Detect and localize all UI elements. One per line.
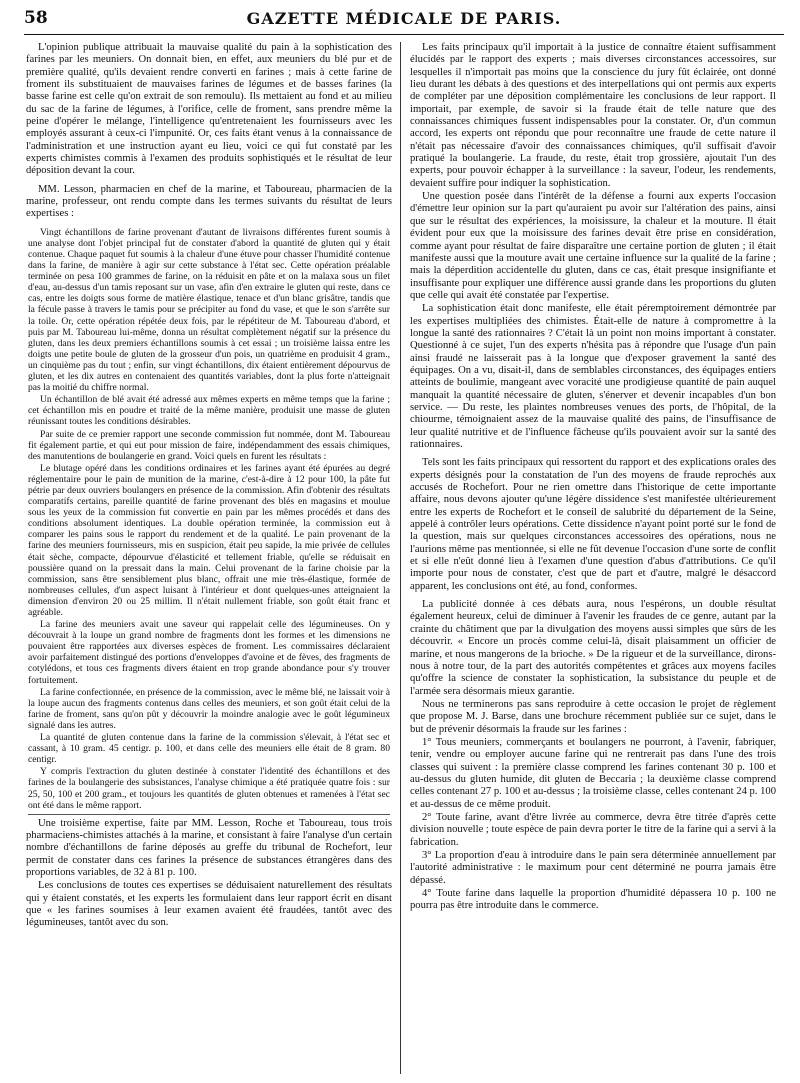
paragraph: La sophistication était donc manifeste, elle était péremptoirement démontrée par les expertises multipliées des chimistes. Était-elle de nature à compromettre à la longue la santé des rationnaires ? C'était là un point non moins important à constater. Questionné à ce sujet, l'un des experts n'hésita pas à répondre que l'usage d'un pain ainsi fraudé ne laisserait pas à la longue que d'exposer gravement la santé des équipages. On a vu, disait-il, dans de semblables circonstances, des équipages entiers atteints de boulimie, mangeant avec voracité une prodigieuse quantité de pain auquel manquait la quantité nécessaire de gluten, s'énerver et devenir incapables d'un bon service. — Du reste, les plaintes nombreuses venues des ports, de l'hôpital, de la chiourme, témoignaient assez de la mauvaise qualité des pains, de l'insuffisance de leur qualité nutritive et de l'influence fâcheuse qu'ils pouvaient avoir sur la santé des rationnaires.: [410, 303, 776, 450]
paragraph: MM. Lesson, pharmacien en chef de la marine, et Taboureau, pharmacien de la marine, professeur, ont rendu compte dans les termes suivants du résultat de leurs expertises :: [26, 183, 392, 220]
paragraph: Nous ne terminerons pas sans reproduire à cette occasion le projet de règlement que propose M. J. Barse, dans une brochure récemment publiée sur ce sujet, dans le but de prévenir désormais la fraude sur les farines :: [410, 698, 776, 735]
regulation-article: 3° La proportion d'eau à introduire dans le pain sera déterminée annuellement par l'autorité administrative : le maximum pour cent déterminé ne pourra jamais être dépassé.: [410, 850, 776, 886]
paragraph: Une question posée dans l'intérêt de la défense a fourni aux experts l'occasion d'émettre leur opinion sur la part qu'auraient pu avoir sur l'altération des pains, ainsi que sur le résultat des expériences, la moisissure, la chaleur et la mouture. Il était évident pour eux que la moisissure des farines devait être prise en considération, comme ayant pour résultat de faire disparaître une certaine portion de gluten ; il était manifeste aussi que la mouture avait une certaine influence sur la qualité de la farine ; mais la déperdition accidentelle du gluten, dans ce cas, était presque insignifiante et insuffisante pour expliquer une différence aussi grande dans les proportions du gluten que celle qui avait été constatée par l'expertise.: [410, 191, 776, 301]
regulation-article: 1° Tous meuniers, commerçants et boulangers ne pourront, à l'avenir, fabriquer, tenir, vendre ou employer aucune farine qui ne rentrerait pas dans l'une des trois classes qui suivent : la première classe comprend les farines contenant 30 p. 100 et au-dessus du gluten humide, dit gluten de Beccaria ; la deuxième classe comprend celles contenant 27 p. 100 et au-dessus ; la troisième classe, celles contenant 24 p. 100 et au-dessus de ce même produit.: [410, 736, 776, 810]
report-paragraph: La farine des meuniers avait une saveur qui rappelait celle des légumineuses. On y découvrait à la loupe un grand nombre de fragments dont les formes et les dimensions ne pouvaient être rapportées aux diverses espèces de froment. Les commissaires déclaraient avoir parfaitement distingué des portions d'enveloppes d'avoine et de fèves, des fragments de cotylédons, et tous ces fragments divers étaient en trop grande abondance pour s'y trouver fortuitement.: [28, 619, 390, 686]
report-paragraph: La farine confectionnée, en présence de la commission, avec le même blé, ne laissait voir à la loupe aucun des fragments contenus dans celles des meuniers, et son goût était celui de la farine de froment, sans qu'on pût y découvrir la moindre analogie avec le goût légumineux signalé dans les autres.: [28, 686, 390, 731]
report-paragraph: Vingt échantillons de farine provenant d'autant de livraisons différentes furent soumis à une analyse dont l'objet principal fut de constater d'abord la quantité de gluten qui y était contenue. Chaque paquet fut soumis à la chaleur d'une étuve pour chasser l'humidité contenue dans la farine, de manière à agir sur cette substance à l'état sec. Cette opération préalable terminée on pesa 100 grammes de farine, on la réduisit en pâte et on la malaxa sous un filet d'eau, au-dessus d'un tamis reposant sur un vase, afin d'en extraire le gluten qui reste, dans ce cas, entre les doigts sous forme de matière élastique, tenace et d'un blanc grisâtre, tandis que la fécule passe à travers le tamis pour se précipiter au fond du vase, et que le son s'arrête sur la toile. Or, cette opération répétée deux fois, par le répétiteur de M. Taboureau d'abord, et puis par M. Taboureau lui-même, donna un résultat complètement négatif sur la présence du gluten, dans les deux premiers échantillons soumis à cet essai ; un troisième laissa entre les doigts une petite boule de gluten de la grosseur d'un pois, un quatrième en produisit 4 gram., un cinquième pas du tout ; enfin, sur vingt échantillons, dix étaient entièrement dépourvus de gluten, et les dix autres en contenaient des quantités variables, dont la plus forte n'atteignait pas la moitié du chiffre normal.: [28, 226, 390, 394]
journal-title: GAZETTE MÉDICALE DE PARIS.: [246, 9, 562, 28]
paragraph: L'opinion publique attribuait la mauvaise qualité du pain à la sophistication des farines par les meuniers. On donnait bien, en effet, aux meuniers du blé pur et de première qualité, qu'ils devaient rendre converti en farines ; mais à cette farine de froment ils substituaient de mauvaises farines de légumes et de basses farines (la basse farine est celle qu'on extrait de son remoulu). Ils mettaient au fond et au milieu du sac de la farine de légumes, à l'orifice, celle de froment, sans prendre même la peine d'opérer le mélange, l'intelligence qu'entretenaient les fournisseurs avec les employés assurant à ceux-ci l'impunité. Or, ces faits étant venus à la connaissance de l'administration et une instruction ayant eu lieu, voici ce qui fut constaté par les experts chimistes commis à l'examen des produits sophistiqués et le résultat de leur déposition devant la cour.: [26, 42, 392, 177]
paragraph: Les conclusions de toutes ces expertises se déduisaient naturellement des résultats qui y étaient constatés, et les experts les formulaient dans leur rapport écrit en disant que « les farines soumises à leur examen avaient été fraudées, tantôt avec des légumineuses, tantôt avec du son.: [26, 880, 392, 929]
report-paragraph: Le blutage opéré dans les conditions ordinaires et les farines ayant été épurées au degré réglementaire pour le pain de munition de la marine, c'est-à-dire à 12 pour 100, la pâte fut pétrie par deux ouvriers boulangers en présence de la commission. Afin d'obtenir des résultats comparatifs certains, pareille quantité de farine provenant des blés en magasins et moulue sous les yeux de la commission fut convertie en pain par les mêmes procédés et dans des conditions absolument identiques. La double opération terminée, la commission eut à comparer les pains sous le rapport du rendement et de la qualité. Le pain provenant de la farine des meuniers fournisseurs, mis en suspicion, était peu sapide, la mie privée de cellules était sèche, compacte, dépourvue d'élasticité et tellement friable, qu'elle se réduisait en poussière quand on la pressait dans la main. Celui provenant de la farine choisie par la commission, sans être sensiblement plus blanc, offrait une mie très-élastique, formée de nombreuses cellules, d'un aspect luisant à l'intérieur et dont quelques-unes atteignaient la dimension d'environ 20 ou 25 millim. Il n'était nullement friable, son goût était franc et agréable.: [28, 462, 390, 618]
report-paragraph: Y compris l'extraction du gluten destinée à constater l'identité des échantillons et des farines de la boulangerie des subsistances, l'analyse chimique a été pratiquée quatre fois : sur 25, 50, 100 et 200 gram., et toujours les quantités de gluten obtenues et ramenées à l'état sec ont été dans le même rapport.: [28, 766, 390, 814]
paragraph: Une troisième expertise, faite par MM. Lesson, Roche et Taboureau, tous trois pharmaciens-chimistes attachés à la marine, et consistant à faire l'analyse d'un certain nombre d'échantillons de farine déposés au greffe du tribunal de Rochefort, leur permit de constater dans ces farines la présence de substances étrangères dans des proportions variables, de 32 à 81 p. 100.: [26, 817, 392, 879]
paragraph: Tels sont les faits principaux qui ressortent du rapport et des explications orales des experts désignés pour la constatation de l'un des moyens de fraude reprochés aux accusés de Rochefort. Pour ne rien omettre dans l'historique de cette importante affaire, nous devons ajouter qu'une légère dissidence s'est manifestée ultérieurement entre les experts de Rochefort et le conseil de salubrité du département de la Seine, appelé à contrôler leurs opérations. Cette dissidence n'ayant point porté sur le fond de la question, mais sur quelques circonstances accessoires des opérations, nous ne l'aurions même pas mentionnée, si elle ne fût devenue l'occasion d'une sorte de conflit et si elle n'eût donné lieu à l'examen d'une question d'abus d'attributions. Ce qu'il importe pour nous de constater, c'est que de part et d'autre, malgré le désaccord apparent, les conclusions ont été, au fond, conformes.: [410, 457, 776, 592]
report-paragraph: La quantité de gluten contenue dans la farine de la commission s'élevait, à l'état sec et cassant, à 10 gram. 45 centigr. p. 100, et dans celle des meuniers elle était de 8 gram. 80 centigr.: [28, 732, 390, 766]
report-paragraph: Un échantillon de blé avait été adressé aux mêmes experts en même temps que la farine ; cet échantillon mis en poudre et traité de la même manière, produisit une masse de gluten réunissant toutes les conditions désirables.: [28, 394, 390, 428]
regulation-article: 4° Toute farine dans laquelle la proportion d'humidité dépassera 10 p. 100 ne pourra pas être introduite dans le commerce.: [410, 888, 776, 912]
page-number: 58: [24, 8, 48, 28]
right-column: [410, 42, 776, 1074]
regulation-article: 2° Toute farine, avant d'être livrée au commerce, devra être titrée d'après cette division nouvelle ; toute espèce de pain devra porter le titre de la farine qui a servi à la fabrication.: [410, 811, 776, 848]
left-column: [26, 42, 392, 1074]
column-divider: [400, 42, 401, 1074]
page-header: [24, 6, 784, 35]
paragraph: Les faits principaux qu'il importait à la justice de connaître étaient suffisamment élucidés par le rapport des experts ; mais diverses circonstances accessoires, sur lesquelles il n'importait pas moins que la conscience du jury fût éclairée, ont donné lieu durant les débats à des questions et des interpellations qui ont permis aux experts de compléter par une déposition complémentaire les conclusions de leur rapport. Il importait, par exemple, de savoir si la fraude était de telle nature que des connaissances chimiques fussent indispensables pour la constater. Or, d'un commun accord, les experts ont répondu que pour reconnaître une fraude de cette nature il n'était pas nécessaire d'avoir des connaissances chimiques, qu'il suffisait d'avoir pratiqué la boulangerie. La fraude, du reste, était trop grossière, ajoutait l'un des experts, pour pouvoir échapper à la surveillance : la saveur, l'odeur, les rendements, devaient suffire pour indiquer la sophistication.: [410, 42, 776, 189]
paragraph: La publicité donnée à ces débats aura, nous l'espérons, un double résultat également heureux, celui de diminuer à l'avenir les fraudes de ce genre, autant par la crainte du châtiment que par la divulgation des moyens aussi simples que sûrs de les découvrir. « Encore un procès comme celui-là, disait plaisamment un officier de marine, et nous mangerons de la brioche. » De la rigueur et de la surveillance, dirons-nous à notre tour, de la part des autorités compétentes et grâces aux moyens faciles qu'offre la science de constater la sophistication, la subsistance du peuple et de l'armée sera désormais mieux garantie.: [410, 599, 776, 697]
report-paragraph: Par suite de ce premier rapport une seconde commission fut nommée, dont M. Taboureau fit également partie, et qui eut pour mission de faire, indépendamment des essais chimiques, des manutentions de boulangerie en grand. Voici quels en furent les résultats :: [28, 428, 390, 462]
